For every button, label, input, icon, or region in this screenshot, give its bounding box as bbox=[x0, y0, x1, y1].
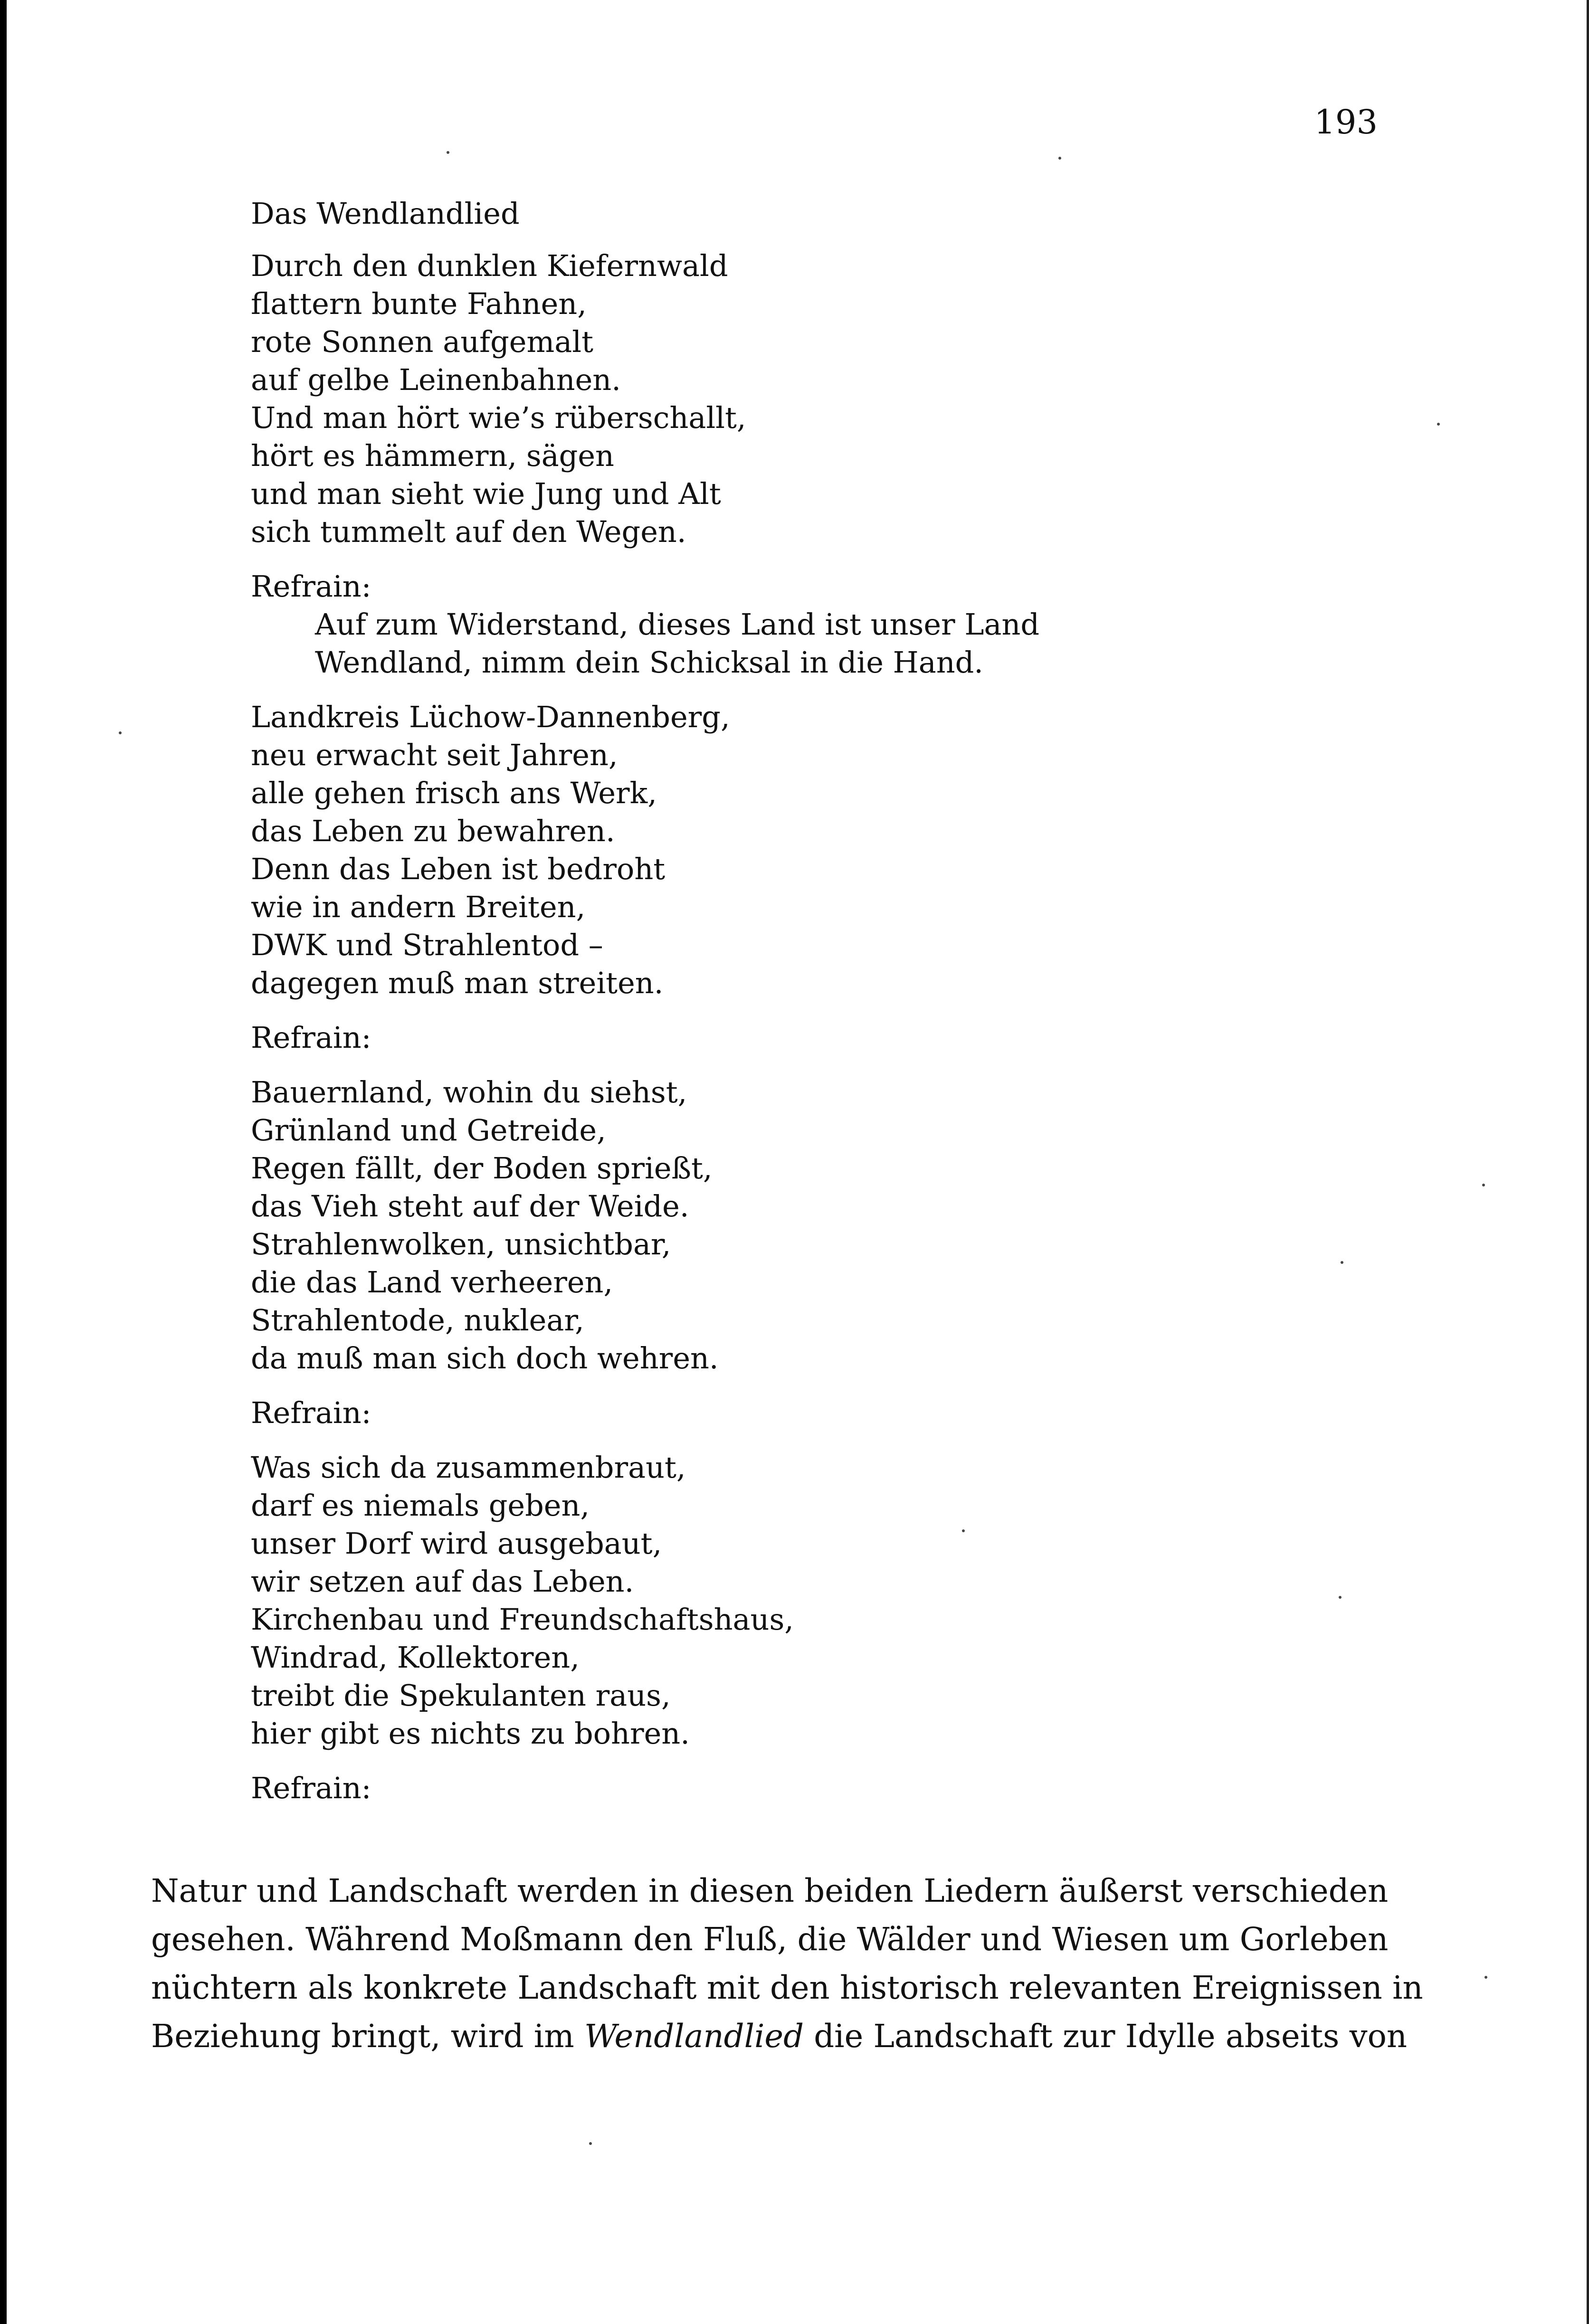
page-number: 193 bbox=[1314, 103, 1378, 142]
scan-speck bbox=[1482, 1184, 1485, 1186]
poem-line: die das Land verheeren, bbox=[251, 1265, 613, 1300]
prose-paragraph bbox=[151, 1867, 1423, 2060]
poem-line: darf es niemals geben, bbox=[251, 1488, 590, 1523]
stanza-3 bbox=[251, 1073, 1201, 1377]
poem-line: rote Sonnen aufgemalt bbox=[251, 324, 593, 359]
poem-line: sich tummelt auf den Wegen. bbox=[251, 514, 686, 549]
prose-line-text: Natur und Landschaft werden in diesen beiden Liedern äußerst verschieden bbox=[151, 1872, 1389, 1909]
stanza-2 bbox=[251, 698, 1201, 1002]
poem-line: und man sieht wie Jung und Alt bbox=[251, 476, 721, 511]
poem-line: auf gelbe Leinenbahnen. bbox=[251, 362, 621, 397]
refrain-label: Refrain: bbox=[251, 569, 371, 604]
refrain-block bbox=[251, 568, 1201, 682]
prose-line bbox=[151, 1964, 1423, 2012]
prose-text: Beziehung bringt, wird im bbox=[151, 2018, 585, 2055]
scan-right-edge bbox=[1587, 0, 1589, 2324]
scan-speck bbox=[447, 151, 449, 154]
poem-line: dagegen muß man streiten. bbox=[251, 966, 664, 1000]
poem-line: treibt die Spekulanten raus, bbox=[251, 1678, 671, 1713]
refrain-label: Refrain: bbox=[251, 1020, 371, 1055]
poem-line: Strahlenwolken, unsichtbar, bbox=[251, 1227, 671, 1262]
poem-line: das Vieh steht auf der Weide. bbox=[251, 1189, 689, 1224]
poem-line: Regen fällt, der Boden sprießt, bbox=[251, 1151, 713, 1186]
prose-line bbox=[151, 1867, 1389, 1915]
scan-left-edge bbox=[0, 0, 7, 2324]
poem-line: Bauernland, wohin du siehst, bbox=[251, 1075, 687, 1110]
scan-speck bbox=[962, 1529, 965, 1532]
poem-line: Und man hört wie’s rüberschallt, bbox=[251, 400, 746, 435]
poem-line: hört es hämmern, sägen bbox=[251, 438, 614, 473]
refrain-line: Auf zum Widerstand, dieses Land ist unser Land bbox=[315, 607, 1040, 642]
scan-speck bbox=[1437, 423, 1440, 426]
scan-speck bbox=[1341, 1261, 1343, 1264]
poem-title: Das Wendlandlied bbox=[251, 196, 520, 231]
prose-text: die Landschaft zur Idylle abseits von bbox=[803, 2018, 1408, 2055]
poem-line: da muß man sich doch wehren. bbox=[251, 1341, 719, 1375]
poem-line: hier gibt es nichts zu bohren. bbox=[251, 1716, 690, 1751]
scan-speck bbox=[1484, 1976, 1487, 1979]
poem-line: unser Dorf wird ausgebaut, bbox=[251, 1526, 662, 1561]
scan-speck bbox=[1339, 1596, 1342, 1599]
poem-line: Strahlentode, nuklear, bbox=[251, 1303, 584, 1337]
poem-line: Grünland und Getreide, bbox=[251, 1113, 606, 1148]
stanza-4 bbox=[251, 1449, 1201, 1753]
prose-line-text bbox=[151, 2012, 1407, 2060]
poem-line: alle gehen frisch ans Werk, bbox=[251, 776, 657, 810]
poem-line: wie in andern Breiten, bbox=[251, 890, 586, 924]
scan-speck bbox=[1058, 157, 1061, 160]
refrain-label: Refrain: bbox=[251, 1395, 371, 1430]
prose-line bbox=[151, 1915, 1389, 1964]
poem-line: Kirchenbau und Freundschaftshaus, bbox=[251, 1602, 794, 1637]
poem-line: Was sich da zusammenbraut, bbox=[251, 1450, 686, 1485]
prose-line-text: nüchtern als konkrete Landschaft mit den historisch relevanten Ereignissen in bbox=[151, 1969, 1423, 2006]
scan-speck bbox=[589, 2142, 592, 2145]
poem-line: Windrad, Kollektoren, bbox=[251, 1640, 580, 1675]
poem bbox=[251, 195, 1201, 1824]
refrain-line: Wendland, nimm dein Schicksal in die Hand. bbox=[315, 645, 984, 680]
poem-line: Landkreis Lüchow-Dannenberg, bbox=[251, 700, 730, 734]
prose-line-text: gesehen. Während Moßmann den Fluß, die Wälder und Wiesen um Gorleben bbox=[151, 1921, 1389, 1958]
prose-line bbox=[151, 2012, 1408, 2060]
poem-line: flattern bunte Fahnen, bbox=[251, 286, 587, 321]
poem-line: neu erwacht seit Jahren, bbox=[251, 738, 618, 772]
poem-line: Durch den dunklen Kiefernwald bbox=[251, 248, 728, 283]
poem-line: wir setzen auf das Leben. bbox=[251, 1564, 634, 1599]
italic-title: Wendlandlied bbox=[584, 2018, 804, 2055]
scan-speck bbox=[119, 731, 122, 734]
poem-line: Denn das Leben ist bedroht bbox=[251, 852, 666, 886]
refrain-label: Refrain: bbox=[251, 1771, 371, 1805]
poem-line: DWK und Strahlentod – bbox=[251, 928, 603, 962]
poem-line: das Leben zu bewahren. bbox=[251, 814, 615, 848]
stanza-1 bbox=[251, 247, 1201, 551]
